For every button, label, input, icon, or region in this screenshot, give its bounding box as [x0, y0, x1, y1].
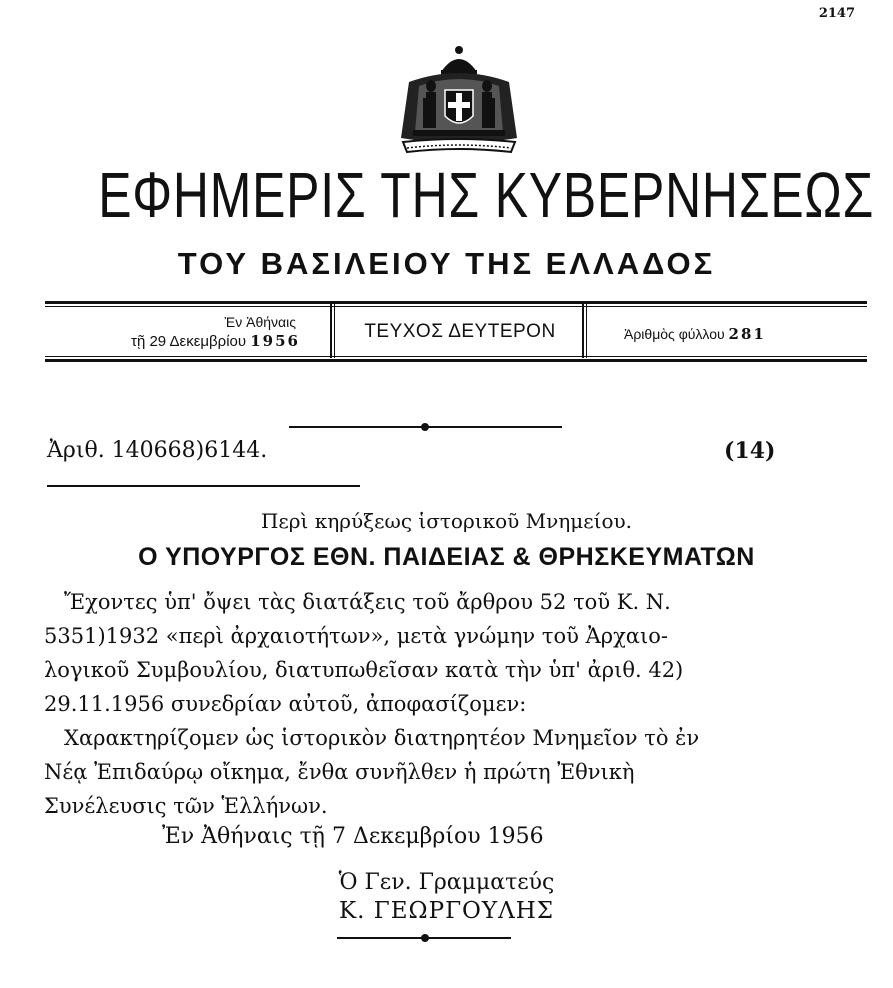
body-line: Χαρακτηρίζομεν ὡς ἱστορικὸν διατηρητέον Μνημεῖον τὸ ἐν: [64, 726, 700, 750]
body-line: 29.11.1956 συνεδρίαν αὐτοῦ, ἀποφασίζομεν:: [44, 692, 527, 716]
issue-sheet: [624, 325, 864, 343]
body-line: Ἔχοντες ὑπ' ὄψει τὰς διατάξεις τοῦ ἄρθρου 52 τοῦ Κ. Ν.: [64, 590, 671, 614]
page-number: 2147: [818, 6, 855, 21]
header-divider-1: [330, 303, 332, 358]
body-line: Νέᾳ Ἐπιδαύρῳ οἴκημα, ἔνθα συνῆλθεν ἡ πρώτη Ἐθνικὴ: [44, 760, 635, 784]
decree-series-number: (14): [724, 438, 776, 464]
issue-sheet-label: Ἀριθμὸς φύλλου: [624, 326, 725, 342]
signoff-role: Ὁ Γεν. Γραμματεύς: [338, 870, 555, 895]
coat-of-arms-icon: [389, 42, 529, 160]
decree-number: Ἀριθ. 140668)6144.: [47, 438, 268, 463]
header-rule-bottom: [45, 359, 867, 362]
header-rule-top-thin: [45, 306, 867, 307]
issue-series: ΤΕΥΧΟΣ ΔΕΥΤΕΡΟΝ: [364, 321, 556, 342]
decree-minister: Ο ΥΠΟΥΡΓΟΣ ΕΘΝ. ΠΑΙΔΕΙΑΣ & ΘΡΗΣΚΕΥΜΑΤΩΝ: [138, 543, 755, 571]
issue-sheet-number: 281: [728, 325, 766, 343]
header-divider-2: [582, 303, 584, 358]
issue-year: 1956: [250, 332, 300, 350]
body-line: 5351)1932 «περὶ ἀρχαιοτήτων», μετὰ γνώμην τοῦ Ἀρχαιο-: [44, 624, 668, 648]
issue-place: Ἐν Ἀθήναις: [224, 314, 296, 330]
body-line: λογικοῦ Συμβουλίου, διατυπωθεῖσαν κατὰ τὴν ὑπ' ἀριθ. 42): [44, 658, 684, 682]
header-rule-bottom-thin: [45, 356, 867, 357]
decree-rule: [47, 485, 360, 487]
separator-dot: [421, 423, 429, 431]
issue-date: [56, 332, 300, 350]
header-rule-top: [45, 301, 867, 304]
signoff-place-date: Ἐν Ἀθήναις τῇ 7 Δεκεμβρίου 1956: [162, 824, 544, 849]
masthead-subtitle: ΤΟΥ ΒΑΣΙΛΕΙΟΥ ΤΗΣ ΕΛΛΑΔΟΣ: [177, 246, 716, 281]
signoff-name: Κ. ΓΕΩΡΓΟΥΛΗΣ: [338, 898, 555, 924]
decree-subject: Περὶ κηρύξεως ἱστορικοῦ Μνημείου.: [260, 509, 633, 533]
masthead-title: ΕΦΗΜΕΡΙΣ ΤΗΣ ΚΥΒΕΡΝΗΣΕΩΣ: [98, 159, 875, 231]
end-rule-dot: [421, 934, 429, 942]
header-divider-2b: [586, 303, 587, 358]
issue-date-prefix: τῇ 29 Δεκεμβρίου: [131, 333, 247, 350]
body-line: Συνέλευσις τῶν Ἑλλήνων.: [44, 794, 328, 818]
header-divider-1b: [334, 303, 335, 358]
